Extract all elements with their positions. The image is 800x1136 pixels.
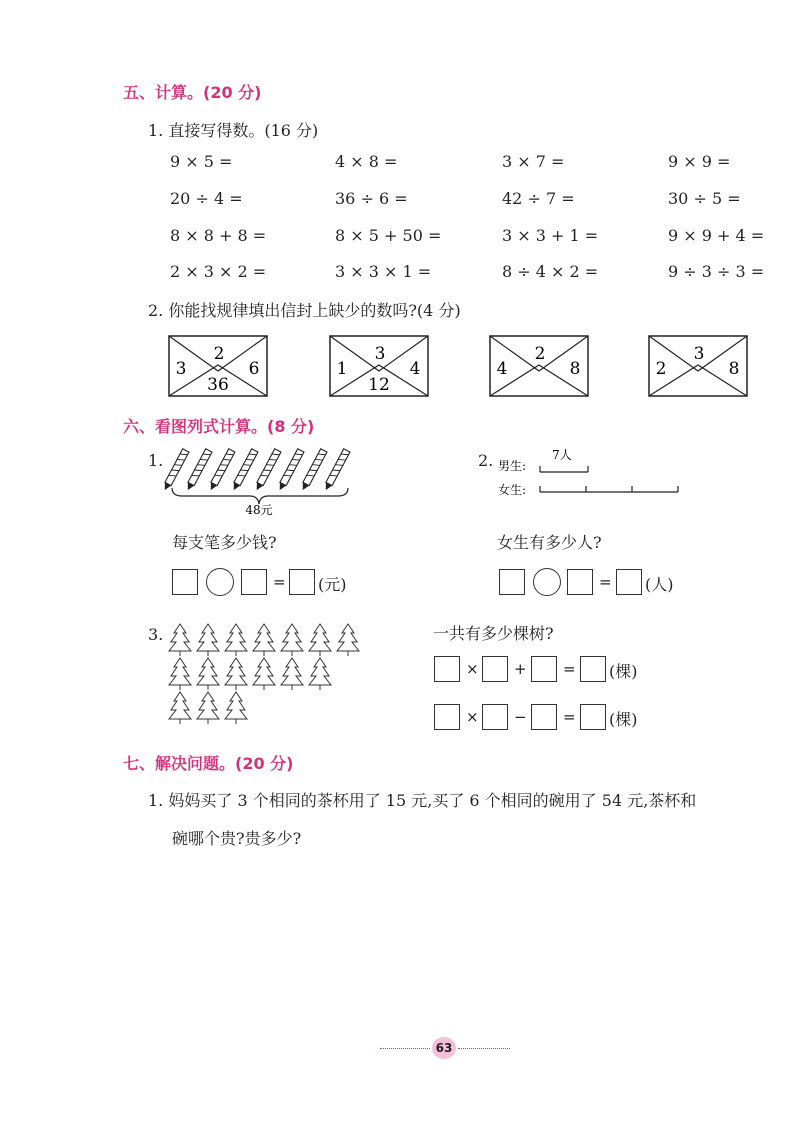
trees-figure — [162, 620, 362, 724]
tree-icon — [197, 658, 219, 690]
answer-box[interactable] — [172, 569, 198, 595]
envelope-1 — [168, 335, 268, 397]
tree-icon — [281, 658, 303, 690]
answer-box[interactable] — [580, 704, 606, 730]
calc-item: 8 × 5 + 50 = — [335, 226, 442, 245]
calc-item: 4 × 8 = — [335, 152, 398, 171]
envelope-right: 6 — [248, 359, 260, 379]
envelope-top: 3 — [374, 344, 386, 364]
calc-item: 3 × 7 = — [502, 152, 565, 171]
minus-sign: − — [514, 708, 527, 726]
calc-item: 9 ÷ 3 ÷ 3 = — [668, 262, 765, 281]
q6-2-question: 女生有多少人? — [497, 533, 602, 552]
boys-value: 7人 — [552, 448, 572, 462]
answer-box[interactable] — [434, 656, 460, 682]
tree-icon — [309, 624, 331, 656]
section-five-title: 五、计算。(20 分) — [123, 83, 262, 102]
trees-group — [169, 624, 359, 724]
answer-box[interactable] — [434, 704, 460, 730]
answer-box[interactable] — [482, 656, 508, 682]
pen-icon — [254, 449, 281, 492]
envelope-right: 8 — [569, 359, 581, 379]
envelope-right: 8 — [728, 359, 740, 379]
tree-icon — [253, 658, 275, 690]
equals-sign: = — [563, 708, 576, 726]
tree-icon — [169, 624, 191, 656]
section-seven-title: 七、解决问题。(20 分) — [123, 754, 294, 773]
pens-group — [162, 449, 350, 492]
tree-icon — [253, 624, 275, 656]
calc-item: 36 ÷ 6 = — [335, 189, 408, 208]
girls-label: 女生: — [498, 483, 527, 497]
operator-circle[interactable] — [533, 568, 561, 596]
calc-item: 9 × 9 + 4 = — [668, 226, 765, 245]
calc-item: 8 × 8 + 8 = — [170, 226, 267, 245]
envelope-3 — [489, 335, 589, 397]
pen-icon — [208, 449, 235, 492]
q6-3-question: 一共有多少棵树? — [433, 624, 554, 643]
answer-box[interactable] — [616, 569, 642, 595]
unit-label: (元) — [318, 575, 347, 594]
times-sign: × — [466, 660, 479, 678]
q6-1-question: 每支笔多少钱? — [172, 533, 277, 552]
pen-icon — [300, 449, 327, 492]
tree-icon — [169, 658, 191, 690]
envelope-left: 3 — [175, 359, 187, 379]
envelope-2 — [329, 335, 429, 397]
equals-sign: = — [273, 573, 286, 591]
times-sign: × — [466, 708, 479, 726]
envelope-bottom: 12 — [368, 375, 390, 395]
pen-icon — [231, 449, 258, 492]
envelope-top: 3 — [693, 344, 705, 364]
brace — [172, 488, 348, 504]
calc-item: 9 × 9 = — [668, 152, 731, 171]
operator-circle[interactable] — [206, 568, 234, 596]
envelope-left: 1 — [336, 359, 348, 379]
footer-divider-left — [380, 1048, 430, 1049]
tree-icon — [169, 692, 191, 724]
envelope-bottom: 36 — [207, 375, 229, 395]
answer-box[interactable] — [531, 656, 557, 682]
calc-item: 8 ÷ 4 × 2 = — [502, 262, 599, 281]
calc-item: 30 ÷ 5 = — [668, 189, 741, 208]
envelope-left: 4 — [496, 359, 508, 379]
tree-icon — [197, 692, 219, 724]
page-number: 63 — [432, 1037, 456, 1059]
answer-box[interactable] — [531, 704, 557, 730]
envelope-4 — [648, 335, 748, 397]
segments-figure — [494, 444, 684, 500]
answer-box[interactable] — [482, 704, 508, 730]
q5-1-text: 1. 直接写得数。(16 分) — [148, 121, 319, 140]
tree-icon — [225, 658, 247, 690]
tree-icon — [309, 658, 331, 690]
unit-label: (棵) — [609, 662, 638, 681]
pen-icon — [323, 449, 350, 492]
pens-total-label: 48元 — [245, 503, 273, 516]
answer-box[interactable] — [241, 569, 267, 595]
answer-box[interactable] — [289, 569, 315, 595]
equals-sign: = — [563, 660, 576, 678]
calc-item: 42 ÷ 7 = — [502, 189, 575, 208]
section-six-title: 六、看图列式计算。(8 分) — [123, 417, 315, 436]
footer-divider-right — [458, 1048, 510, 1049]
calc-item: 3 × 3 × 1 = — [335, 262, 432, 281]
q5-2-text: 2. 你能找规律填出信封上缺少的数吗?(4 分) — [148, 301, 461, 320]
answer-box[interactable] — [499, 569, 525, 595]
pens-figure — [162, 444, 357, 516]
envelope-top: 2 — [213, 344, 225, 364]
tree-icon — [337, 624, 359, 656]
q6-3-number: 3. — [148, 625, 164, 644]
tree-icon — [197, 624, 219, 656]
envelope-right: 4 — [409, 359, 421, 379]
answer-box[interactable] — [580, 656, 606, 682]
q6-2-number: 2. — [478, 451, 494, 470]
pen-icon — [277, 449, 304, 492]
plus-sign: + — [514, 660, 527, 678]
calc-item: 9 × 5 = — [170, 152, 233, 171]
q7-1-text-line2: 碗哪个贵?贵多少? — [172, 829, 302, 848]
q6-1-number: 1. — [148, 451, 164, 470]
pen-icon — [185, 449, 212, 492]
envelope-left: 2 — [655, 359, 667, 379]
pen-icon — [162, 449, 189, 492]
calc-item: 3 × 3 + 1 = — [502, 226, 599, 245]
q7-1-text-line1: 1. 妈妈买了 3 个相同的茶杯用了 15 元,买了 6 个相同的碗用了 54 元,茶杯和 — [148, 791, 697, 810]
tree-icon — [281, 624, 303, 656]
tree-icon — [225, 692, 247, 724]
calc-item: 2 × 3 × 2 = — [170, 262, 267, 281]
tree-icon — [225, 624, 247, 656]
unit-label: (棵) — [609, 710, 638, 729]
answer-box[interactable] — [567, 569, 593, 595]
equals-sign: = — [599, 573, 612, 591]
unit-label: (人) — [645, 575, 674, 594]
boys-label: 男生: — [498, 459, 527, 473]
calc-item: 20 ÷ 4 = — [170, 189, 243, 208]
envelope-top: 2 — [534, 344, 546, 364]
